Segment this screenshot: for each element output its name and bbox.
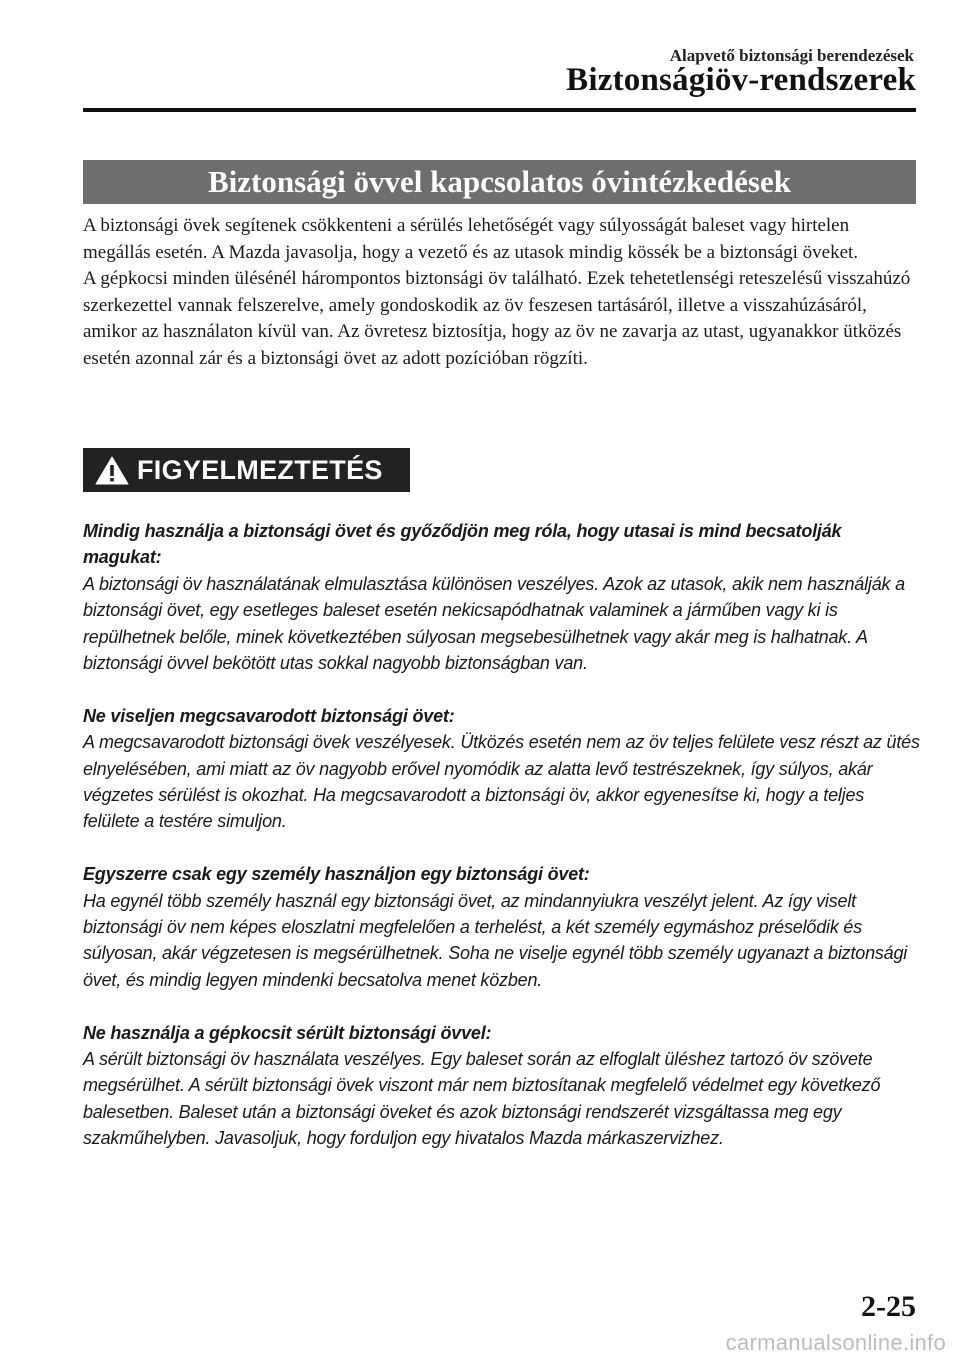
warning-heading: Ne használja a gépkocsit sérült biztonsági övvel: [83,1022,492,1043]
warning-item [83,703,923,835]
warning-body: A biztonsági öv használatának elmulasztása különösen veszélyes. Azok az utasok, akik nem használják a biztonsági övet, egy esetleges baleset esetén nekicsapódhatnak valaminek a járműben vagy ki is repülhetnek belőle, minek következtében súlyosan megsebesülhetnek vagy akár meg is halhatnak. A biztonsági övvel bekötött utas sokkal nagyobb biztonságban van. [83,573,905,674]
warning-body: Ha egynél több személy használ egy biztonsági övet, az mindannyiukra veszélyt jelent. Az így viselt biztonsági öv nem képes eloszlatni megfelelően a terhelést, a két személy egymáshoz préselődik és súlyosan, akár végzetesen is megsérülhetnek. Soha ne viselje egynél több személy ugyanazt a biztonsági övet, és mindig legyen mindenki becsatolva menet közben. [83,890,908,990]
page-number: 2-25 [861,1290,916,1323]
warning-item [83,1020,923,1152]
warning-body: A sérült biztonsági öv használata veszélyes. Egy baleset során az elfoglalt üléshez tartozó öv szövete megsérülhet. A sérült biztonsági övek viszont már nem biztosítanak megfelelő védelmet egy következő balesetben. Baleset után a biztonsági öveket és azok biztonsági rendszerét vizsgáltassa meg egy szakműhelyben. Javasoljuk, hogy forduljon egy hivatalos Mazda márkaszervizhez. [83,1049,881,1149]
warning-body: A megcsavarodott biztonsági övek veszélyesek. Ütközés esetén nem az öv teljes felülete vesz részt az ütés elnyelésében, ami miatt az öv nagyobb erővel nyomódik az alatta levő testrészeknek, így súlyos, akár végzetes sérülést is okozhat. Ha megcsavarodott a biztonsági öv, akkor egyenesítse ki, hogy a teljes felülete a testére simuljon. [83,732,920,832]
intro-paragraph: A biztonsági övek segítenek csökkenteni a sérülés lehetőségét vagy súlyosságát baleset vagy hirtelen megállás esetén. A Mazda javasolja, hogy a vezető és az utasok mindig kössék be a biztonsági öveket. [83,215,859,263]
warning-label: FIGYELMEZTETÉS [137,454,383,485]
warning-item [83,518,923,676]
chapter-title: Biztonságiöv-rendszerek [566,62,916,98]
section-title: Biztonsági övvel kapcsolatos óvintézkedések [208,164,791,199]
warning-item [83,861,923,993]
intro-paragraph: A gépkocsi minden ülésénél hárompontos biztonsági öv található. Ezek tehetetlenségi reteszelésű visszahúzó szerkezettel vannak felszerelve, amely gondoskodik az öv feszesen tartásáról, illetve a visszahúzásáról, amikor az használaton kívül van. Az övretesz biztosítja, hogy az öv ne zavarja az utast, ugyanakkor ütközés esetén azonnal zár és a biztonsági övet az adott pozícióban rögzíti. [83,268,911,369]
warning-heading: Ne viseljen megcsavarodott biztonsági övet: [83,705,455,726]
header-divider [83,108,916,112]
chapter-subtitle: Alapvető biztonsági berendezések [669,46,914,65]
warning-list [83,518,923,1178]
watermark: carmanualsonline.info [725,1330,946,1355]
intro-text [83,213,918,373]
warning-heading: Egyszerre csak egy személy használjon egy biztonsági övet: [83,864,590,885]
section-title-banner [83,160,916,204]
warning-triangle-icon [91,448,133,492]
warning-badge [83,448,410,492]
warning-heading: Mindig használja a biztonsági övet és győződjön meg róla, hogy utasai is mind becsatolják magukat: [83,521,842,568]
